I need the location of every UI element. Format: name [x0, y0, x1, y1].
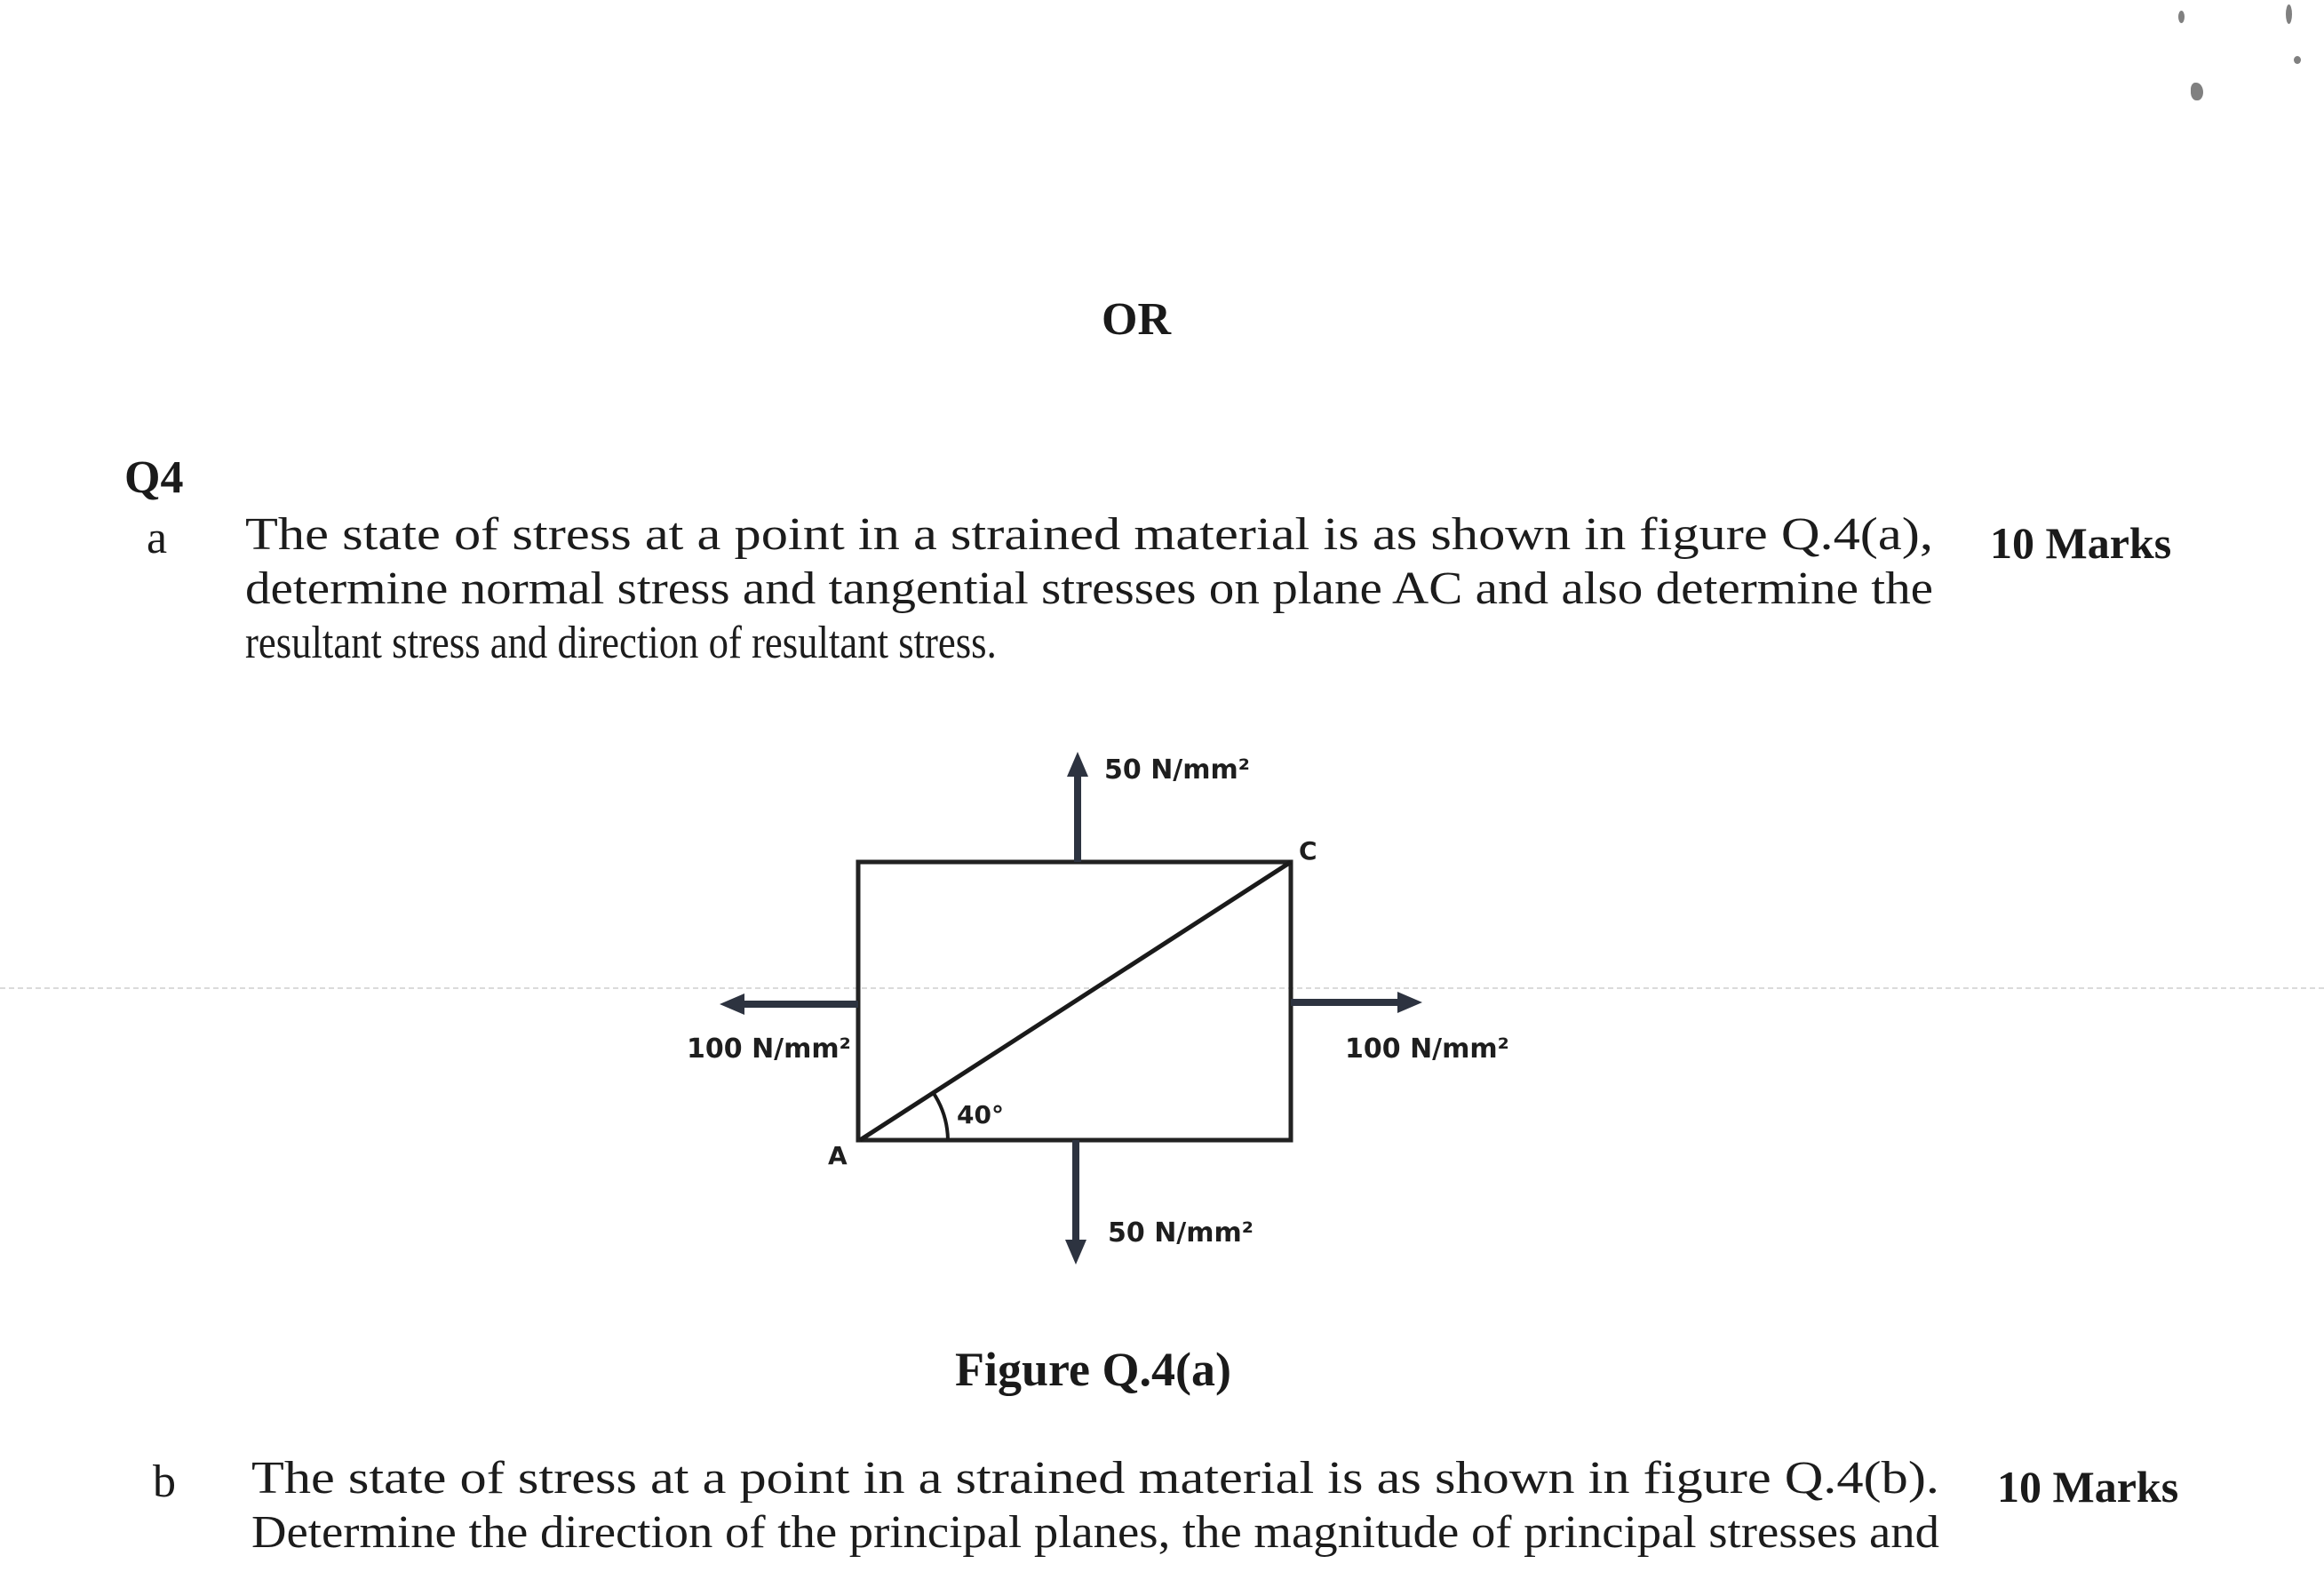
part-b-line-2: Determine the direction of the principal planes, the magnitude of principal stresses and — [251, 1507, 1939, 1558]
or-separator: OR — [1102, 294, 1171, 345]
corner-a-label: A — [828, 1141, 848, 1170]
part-b-line-1: The state of stress at a point in a strained material is as shown in figure Q.4(b). — [251, 1453, 1939, 1504]
plane-ac-line — [860, 862, 1291, 1140]
arrow-left-icon — [720, 993, 858, 1015]
angle-label: 40° — [957, 1100, 1004, 1129]
stress-label-left: 100 N/mm² — [687, 1033, 851, 1065]
figure-caption: Figure Q.4(a) — [955, 1343, 1231, 1396]
part-a-line-3: resultant stress and direction of resultant stress. — [245, 618, 997, 668]
part-a-label: a — [147, 513, 168, 563]
part-b-text — [251, 1451, 1939, 1560]
stress-label-bottom: 50 N/mm² — [1108, 1217, 1254, 1249]
arrow-down-icon — [1065, 1140, 1086, 1265]
part-b-label: b — [153, 1456, 176, 1507]
stress-label-right: 100 N/mm² — [1345, 1033, 1509, 1065]
angle-arc — [933, 1092, 948, 1140]
part-a-line-2: determine normal stress and tangential stresses on plane AC and also determine the — [245, 563, 1933, 614]
question-number: Q4 — [124, 452, 184, 503]
arrow-up-icon — [1067, 752, 1088, 862]
part-a-marks: 10 Marks — [1990, 518, 2172, 568]
corner-c-label: C — [1299, 836, 1317, 866]
stress-label-top: 50 N/mm² — [1104, 754, 1250, 786]
part-b-marks: 10 Marks — [1997, 1462, 2179, 1512]
arrow-right-icon — [1291, 992, 1422, 1013]
part-a-line-1: The state of stress at a point in a strained material is as shown in figure Q.4(a), — [245, 509, 1933, 560]
